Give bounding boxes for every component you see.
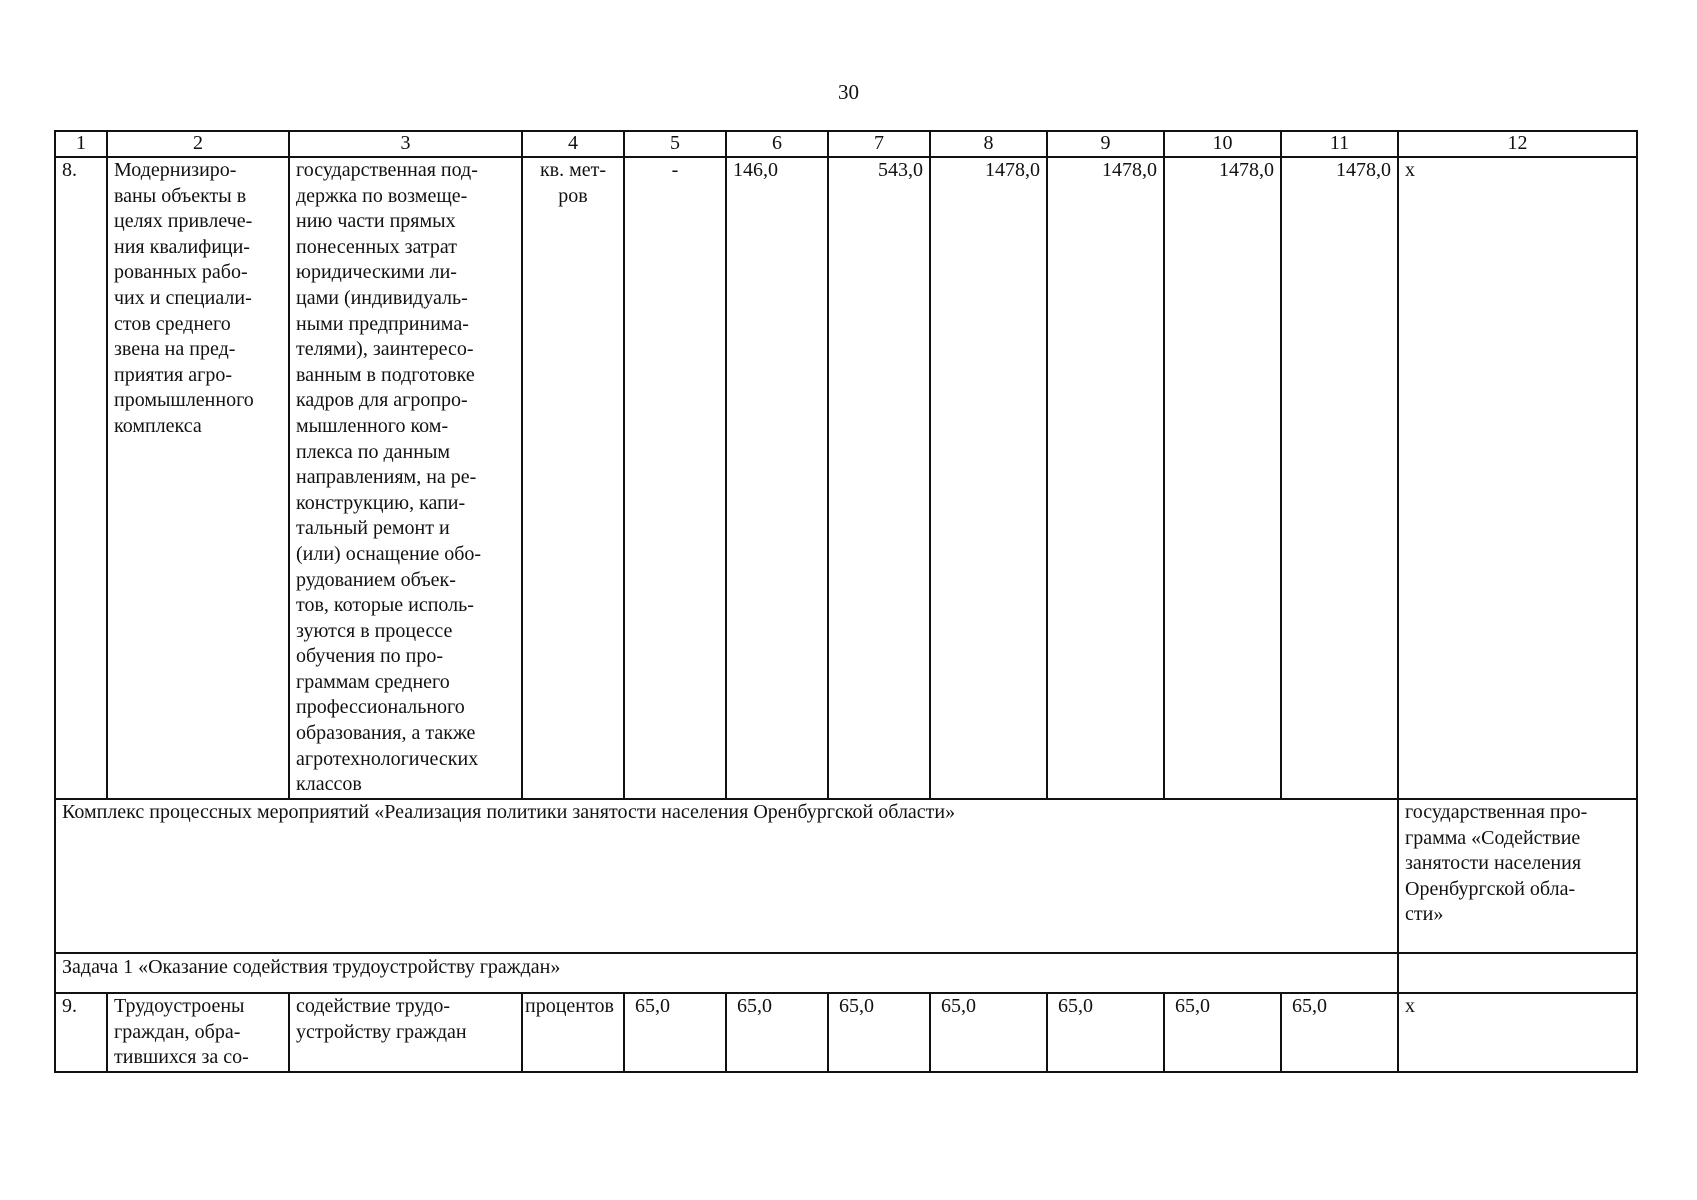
indicator-name: Трудоустроены граждан, обра- тившихся за со- [107,993,289,1072]
row-number: 9. [55,993,107,1072]
task-row [55,953,1637,993]
table-row [55,157,1637,799]
indicators-table [54,130,1638,1073]
value-cell: 65,0 [726,993,828,1072]
header-cell: 10 [1164,131,1281,157]
note-cell: х [1398,157,1637,799]
value-cell: 65,0 [1281,993,1398,1072]
header-cell: 1 [55,131,107,157]
table-row [55,993,1637,1072]
complex-row [55,799,1637,953]
task-empty-cell [1398,953,1637,993]
value-cell: 1478,0 [1047,157,1164,799]
header-cell: 4 [522,131,624,157]
header-row [55,131,1637,157]
header-cell: 7 [828,131,930,157]
value-cell: 65,0 [624,993,726,1072]
header-cell: 11 [1281,131,1398,157]
header-cell: 6 [726,131,828,157]
task-title: Задача 1 «Оказание содействия трудоустройству граждан» [55,953,1398,993]
header-cell: 8 [930,131,1047,157]
indicator-name: Модернизиро- ваны объекты в целях привлече- ния квалифици- рованных рабо- чих и специали- стов среднего звена на пред- приятия агро- промышленного комплекса [107,157,289,799]
header-cell: 9 [1047,131,1164,157]
value-cell: 65,0 [1047,993,1164,1072]
page-number: 30 [838,80,859,104]
unit-cell: процентов [522,993,624,1072]
value-cell: 65,0 [930,993,1047,1072]
note-cell: х [1398,993,1637,1072]
row-number: 8. [55,157,107,799]
program-cell: государственная про- грамма «Содействие занятости населения Оренбургской обла- сти» [1398,799,1637,953]
header-cell: 3 [289,131,522,157]
value-cell: 146,0 [726,157,828,799]
header-cell: 5 [624,131,726,157]
value-cell: 65,0 [828,993,930,1072]
measure-description: государственная под- держка по возмеще- нию части прямых понесенных затрат юридическими ли- цами (индивидуаль- ными предпринима- телями), заинтересо- ванным в подготовке кадров для агропро- мышленного ком- плекса по данным направлениям, на ре- конструкцию, капи- тальный ремонт и (или) оснащение обо- рудованием объек- тов, которые исполь- зуются в процессе обучения по про- граммам среднего профессионального образования, а также агротехнологических классов [289,157,522,799]
value-cell: 1478,0 [1164,157,1281,799]
unit-cell: кв. мет- ров [522,157,624,799]
header-cell: 12 [1398,131,1637,157]
complex-title: Комплекс процессных мероприятий «Реализация политики занятости населения Оренбургской области» [55,799,1398,953]
measure-description: содействие трудо- устройству граждан [289,993,522,1072]
value-cell: - [624,157,726,799]
value-cell: 543,0 [828,157,930,799]
value-cell: 1478,0 [1281,157,1398,799]
value-cell: 1478,0 [930,157,1047,799]
header-cell: 2 [107,131,289,157]
value-cell: 65,0 [1164,993,1281,1072]
